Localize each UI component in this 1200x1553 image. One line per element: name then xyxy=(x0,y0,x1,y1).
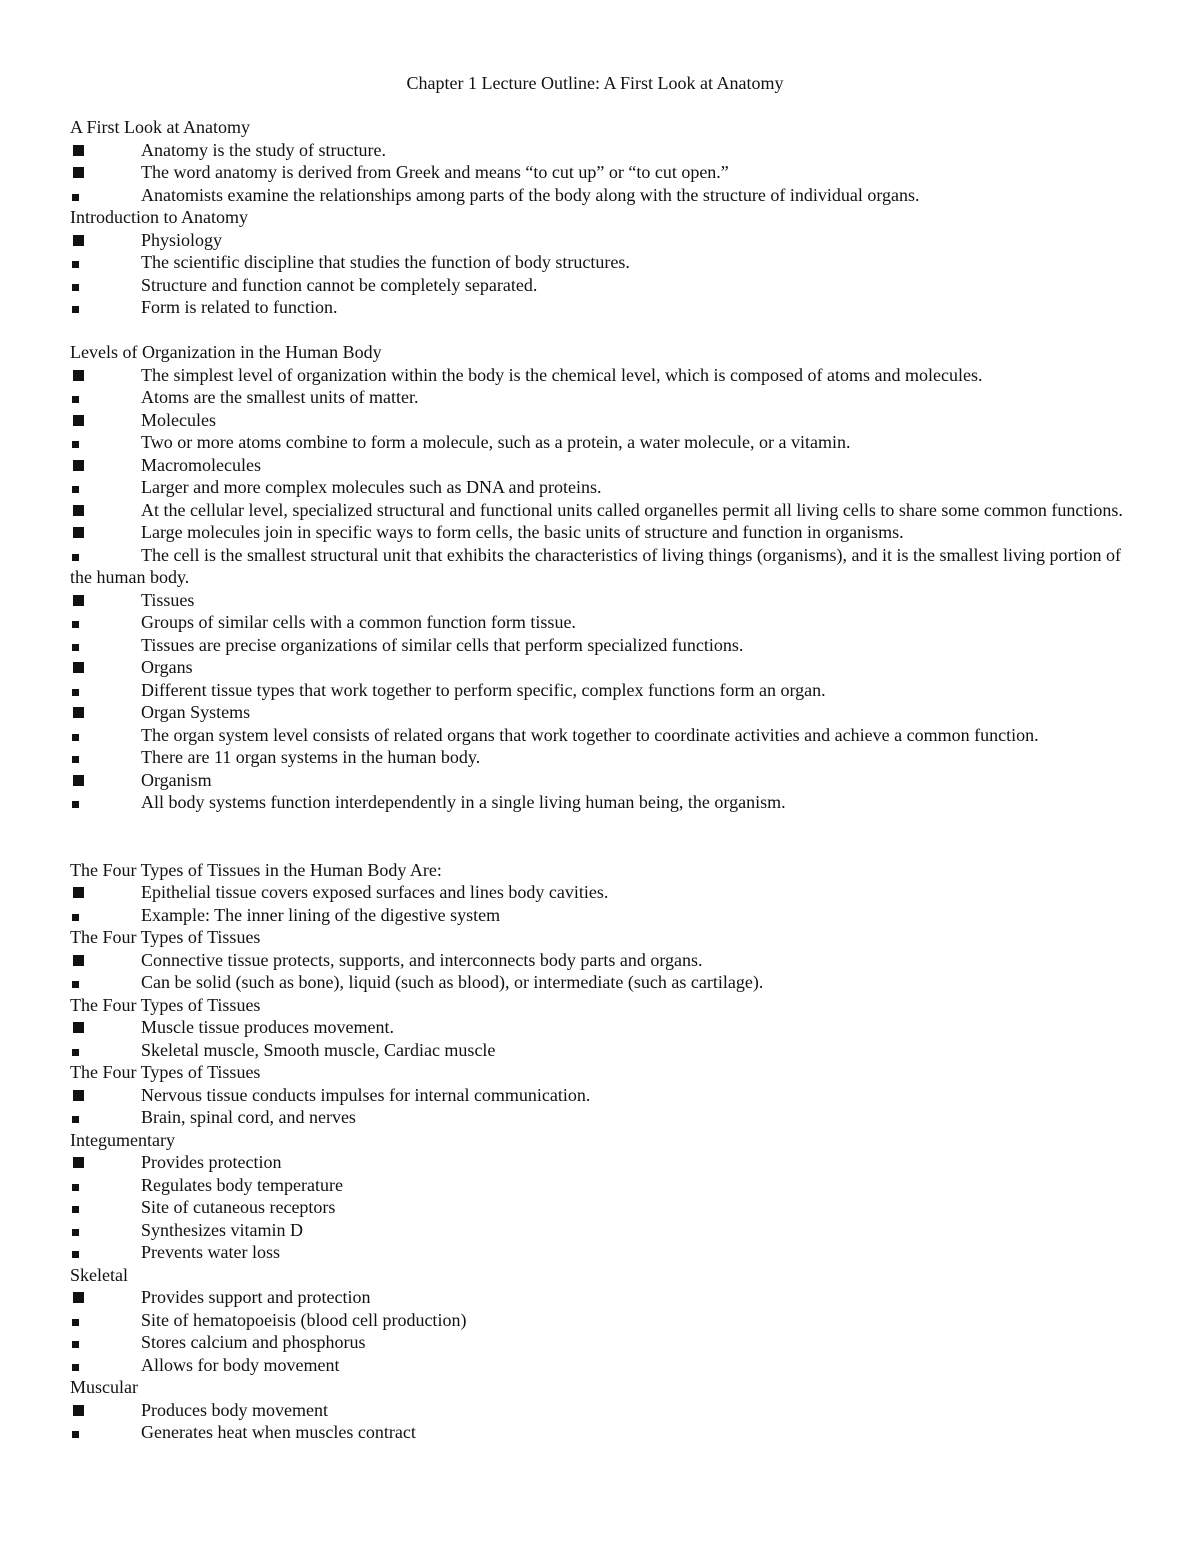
square-bullet-icon xyxy=(70,1016,141,1039)
list-item-text: Provides support and protection xyxy=(141,1287,371,1307)
square-bullet-icon xyxy=(70,769,141,792)
list-item-text: Regulates body temperature xyxy=(141,1174,343,1195)
list-item-text: Provides protection xyxy=(141,1152,282,1172)
list-item xyxy=(70,949,1130,972)
list-item xyxy=(70,1174,1130,1197)
list-item-text: Nervous tissue conducts impulses for internal communication. xyxy=(141,1084,591,1105)
section-heading-text: Muscular xyxy=(70,1377,138,1397)
list-item-text: Anatomy is the study of structure. xyxy=(141,139,386,160)
list-item xyxy=(70,791,1130,814)
list-item xyxy=(70,589,1130,612)
list-item xyxy=(70,1016,1130,1039)
list-item xyxy=(70,1039,1130,1062)
outline-body xyxy=(70,116,1130,1444)
list-item-text: Groups of similar cells with a common function form tissue. xyxy=(141,612,576,632)
list-item xyxy=(70,679,1130,702)
list-item-text: Large molecules join in specific ways to form cells, the basic units of structure and function in organisms. xyxy=(141,522,904,542)
list-item xyxy=(70,634,1130,657)
list-item xyxy=(70,769,1130,792)
list-item xyxy=(70,499,1130,522)
section-heading-text: Integumentary xyxy=(70,1129,175,1150)
list-item-text: Can be solid (such as bone), liquid (such as blood), or intermediate (such as cartilage). xyxy=(141,972,764,992)
section-heading xyxy=(70,1264,1130,1287)
small-square-bullet-icon xyxy=(70,476,141,499)
section-heading xyxy=(70,1376,1130,1399)
list-item xyxy=(70,1399,1130,1422)
square-bullet-icon xyxy=(70,409,141,432)
small-square-bullet-icon xyxy=(70,386,141,409)
small-square-bullet-icon xyxy=(70,1331,141,1354)
blank-line xyxy=(70,319,1130,342)
square-bullet-icon xyxy=(70,1151,141,1174)
small-square-bullet-icon xyxy=(70,544,141,567)
small-square-bullet-icon xyxy=(70,274,141,297)
list-item-text: There are 11 organ systems in the human body. xyxy=(141,747,481,767)
list-item xyxy=(70,746,1130,769)
list-item-text: Form is related to function. xyxy=(141,297,338,317)
small-square-bullet-icon xyxy=(70,1309,141,1332)
list-item xyxy=(70,656,1130,679)
list-item-text: Prevents water loss xyxy=(141,1242,280,1262)
list-item-text: Muscle tissue produces movement. xyxy=(141,1017,394,1037)
list-item xyxy=(70,386,1130,409)
list-item xyxy=(70,251,1130,274)
list-item xyxy=(70,296,1130,319)
section-heading-text: The Four Types of Tissues xyxy=(70,994,261,1015)
list-item-text: Larger and more complex molecules such as DNA and proteins. xyxy=(141,477,602,497)
list-item-text: Example: The inner lining of the digestive system xyxy=(141,904,501,925)
list-item-text: Site of hematopoeisis (blood cell production) xyxy=(141,1309,467,1330)
list-item xyxy=(70,1421,1130,1444)
list-item xyxy=(70,904,1130,927)
square-bullet-icon xyxy=(70,589,141,612)
list-item xyxy=(70,611,1130,634)
small-square-bullet-icon xyxy=(70,634,141,657)
list-item xyxy=(70,1354,1130,1377)
list-item xyxy=(70,544,1130,589)
small-square-bullet-icon xyxy=(70,431,141,454)
section-heading xyxy=(70,341,1130,364)
list-item-text: Organ Systems xyxy=(141,702,251,722)
list-item xyxy=(70,1286,1130,1309)
list-item xyxy=(70,1309,1130,1332)
square-bullet-icon xyxy=(70,701,141,724)
list-item-text: The scientific discipline that studies the function of body structures. xyxy=(141,252,630,272)
small-square-bullet-icon xyxy=(70,971,141,994)
list-item-text: Connective tissue protects, supports, and interconnects body parts and organs. xyxy=(141,949,703,970)
list-item xyxy=(70,184,1130,207)
square-bullet-icon xyxy=(70,454,141,477)
section-heading-text: Levels of Organization in the Human Body xyxy=(70,342,382,362)
blank-line xyxy=(70,814,1130,859)
list-item xyxy=(70,1084,1130,1107)
small-square-bullet-icon xyxy=(70,1196,141,1219)
small-square-bullet-icon xyxy=(70,1241,141,1264)
small-square-bullet-icon xyxy=(70,791,141,814)
square-bullet-icon xyxy=(70,521,141,544)
list-item xyxy=(70,431,1130,454)
list-item xyxy=(70,701,1130,724)
list-item xyxy=(70,724,1130,747)
square-bullet-icon xyxy=(70,499,141,522)
list-item xyxy=(70,139,1130,162)
small-square-bullet-icon xyxy=(70,1106,141,1129)
list-item xyxy=(70,161,1130,184)
small-square-bullet-icon xyxy=(70,1354,141,1377)
list-item xyxy=(70,881,1130,904)
square-bullet-icon xyxy=(70,139,141,162)
section-heading xyxy=(70,926,1130,949)
section-heading-text: Introduction to Anatomy xyxy=(70,207,248,227)
small-square-bullet-icon xyxy=(70,1039,141,1062)
list-item-text: Atoms are the smallest units of matter. xyxy=(141,387,419,407)
list-item-text: Organs xyxy=(141,657,193,677)
list-item xyxy=(70,454,1130,477)
list-item xyxy=(70,1331,1130,1354)
list-item xyxy=(70,1106,1130,1129)
list-item xyxy=(70,364,1130,387)
list-item-text: Two or more atoms combine to form a molecule, such as a protein, a water molecule, or a vitamin. xyxy=(141,432,851,452)
small-square-bullet-icon xyxy=(70,679,141,702)
list-item xyxy=(70,274,1130,297)
square-bullet-icon xyxy=(70,656,141,679)
list-item xyxy=(70,229,1130,252)
section-heading-text: The Four Types of Tissues in the Human Body Are: xyxy=(70,859,442,880)
page-title: Chapter 1 Lecture Outline: A First Look at Anatomy xyxy=(406,73,784,93)
small-square-bullet-icon xyxy=(70,611,141,634)
list-item-text: Different tissue types that work together to perform specific, complex functions form an organ. xyxy=(141,679,826,700)
list-item xyxy=(70,1241,1130,1264)
list-item-text: Macromolecules xyxy=(141,454,261,475)
small-square-bullet-icon xyxy=(70,1174,141,1197)
list-item xyxy=(70,971,1130,994)
section-heading xyxy=(70,1061,1130,1084)
list-item xyxy=(70,1219,1130,1242)
small-square-bullet-icon xyxy=(70,724,141,747)
list-item-text: The simplest level of organization within the body is the chemical level, which is composed of atoms and molecules. xyxy=(141,364,983,385)
small-square-bullet-icon xyxy=(70,184,141,207)
section-heading xyxy=(70,206,1130,229)
square-bullet-icon xyxy=(70,1399,141,1422)
small-square-bullet-icon xyxy=(70,1421,141,1444)
section-heading-text: The Four Types of Tissues xyxy=(70,1062,261,1082)
square-bullet-icon xyxy=(70,949,141,972)
list-item-text: Skeletal muscle, Smooth muscle, Cardiac muscle xyxy=(141,1039,496,1060)
list-item-text: The word anatomy is derived from Greek and means “to cut up” or “to cut open.” xyxy=(141,162,729,182)
section-heading xyxy=(70,859,1130,882)
list-item-text: Synthesizes vitamin D xyxy=(141,1219,303,1240)
list-item-text: Brain, spinal cord, and nerves xyxy=(141,1107,356,1127)
small-square-bullet-icon xyxy=(70,251,141,274)
list-item-text: Molecules xyxy=(141,409,216,430)
small-square-bullet-icon xyxy=(70,1219,141,1242)
list-item-text: Structure and function cannot be completely separated. xyxy=(141,274,538,295)
small-square-bullet-icon xyxy=(70,904,141,927)
square-bullet-icon xyxy=(70,1084,141,1107)
list-item-text: Site of cutaneous receptors xyxy=(141,1197,336,1217)
list-item-text: Physiology xyxy=(141,229,223,250)
list-item-text: The organ system level consists of related organs that work together to coordinate activities and achieve a common function. xyxy=(141,724,1039,745)
list-item xyxy=(70,409,1130,432)
square-bullet-icon xyxy=(70,161,141,184)
list-item-text: Tissues xyxy=(141,589,195,610)
list-item-text: At the cellular level, specialized structural and functional units called organelles permit all living cells to share some common functions. xyxy=(141,499,1123,520)
list-item-text: Stores calcium and phosphorus xyxy=(141,1332,366,1352)
section-heading xyxy=(70,1129,1130,1152)
list-item-text: Produces body movement xyxy=(141,1399,328,1420)
list-item xyxy=(70,1196,1130,1219)
square-bullet-icon xyxy=(70,881,141,904)
list-item-text: Tissues are precise organizations of similar cells that perform specialized functions. xyxy=(141,634,744,655)
list-item-text: Anatomists examine the relationships among parts of the body along with the structure of individual organs. xyxy=(141,184,920,205)
list-item-text: The cell is the smallest structural unit that exhibits the characteristics of living things (organisms), and it is the smallest living portion of the human body. xyxy=(70,544,1121,587)
list-item xyxy=(70,521,1130,544)
list-item-text: Generates heat when muscles contract xyxy=(141,1422,416,1442)
section-heading-text: A First Look at Anatomy xyxy=(70,117,250,137)
section-heading-text: Skeletal xyxy=(70,1264,128,1285)
section-heading-text: The Four Types of Tissues xyxy=(70,927,261,947)
small-square-bullet-icon xyxy=(70,746,141,769)
list-item xyxy=(70,476,1130,499)
list-item-text: Allows for body movement xyxy=(141,1354,340,1375)
list-item xyxy=(70,1151,1130,1174)
list-item-text: Organism xyxy=(141,769,212,790)
section-heading xyxy=(70,116,1130,139)
list-item-text: Epithelial tissue covers exposed surfaces and lines body cavities. xyxy=(141,882,609,902)
small-square-bullet-icon xyxy=(70,296,141,319)
square-bullet-icon xyxy=(70,364,141,387)
square-bullet-icon xyxy=(70,229,141,252)
square-bullet-icon xyxy=(70,1286,141,1309)
list-item-text: All body systems function interdependently in a single living human being, the organism. xyxy=(141,792,786,812)
section-heading xyxy=(70,994,1130,1017)
